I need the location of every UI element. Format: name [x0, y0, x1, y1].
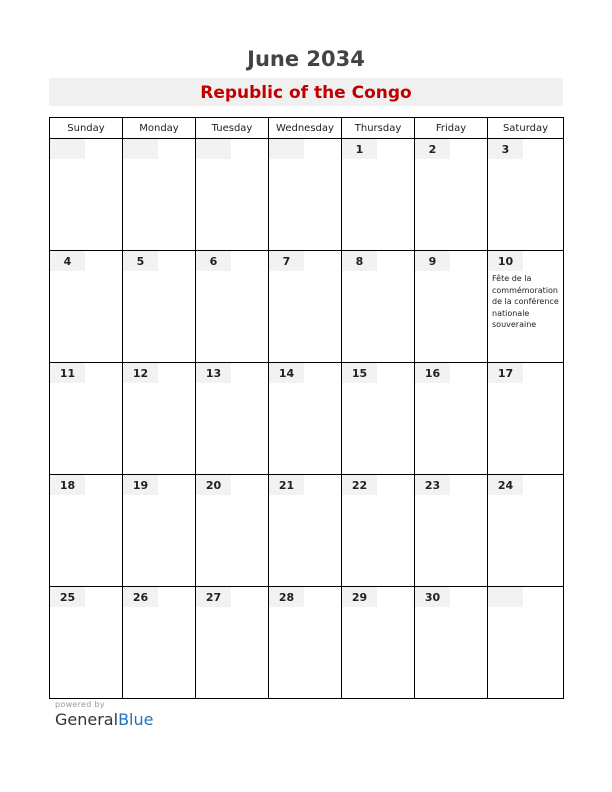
day-cell [415, 587, 488, 699]
day-number: 3 [488, 139, 523, 159]
day-cell [50, 587, 123, 699]
weekday-header: Tuesday [196, 118, 269, 139]
day-number: 10 [488, 251, 523, 271]
day-number: 1 [342, 139, 377, 159]
day-cell [488, 363, 564, 475]
day-cell [196, 251, 269, 363]
day-cell [488, 475, 564, 587]
day-cell [50, 363, 123, 475]
day-cell [196, 475, 269, 587]
day-cell [50, 139, 123, 251]
day-number: 29 [342, 587, 377, 607]
weekday-header: Saturday [488, 118, 564, 139]
day-number [488, 587, 523, 607]
day-cell [488, 587, 564, 699]
day-number: 27 [196, 587, 231, 607]
day-number: 22 [342, 475, 377, 495]
day-cell [415, 139, 488, 251]
day-number: 11 [50, 363, 85, 383]
week-row [50, 475, 564, 587]
week-row [50, 139, 564, 251]
day-number: 6 [196, 251, 231, 271]
day-cell [196, 363, 269, 475]
day-cell [415, 251, 488, 363]
weekday-header: Friday [415, 118, 488, 139]
calendar-grid [49, 117, 564, 699]
powered-by-text: powered by [55, 700, 105, 709]
page-title: June 2034 [247, 47, 365, 71]
day-cell [123, 139, 196, 251]
day-number: 9 [415, 251, 450, 271]
day-cell [123, 251, 196, 363]
day-cell [123, 587, 196, 699]
day-cell [50, 251, 123, 363]
day-number: 13 [196, 363, 231, 383]
day-cell [269, 363, 342, 475]
holiday-label: Fête de la commémoration de la conférence nationale souveraine [492, 274, 559, 329]
day-cell [415, 475, 488, 587]
day-number: 14 [269, 363, 304, 383]
day-number: 12 [123, 363, 158, 383]
footer [55, 700, 153, 729]
day-number: 25 [50, 587, 85, 607]
brand-blue: Blue [118, 710, 154, 729]
day-cell [269, 139, 342, 251]
weekday-header-row [50, 118, 564, 139]
day-number [50, 139, 85, 159]
day-number: 17 [488, 363, 523, 383]
day-cell [415, 363, 488, 475]
day-cell [196, 139, 269, 251]
day-cell [123, 363, 196, 475]
day-number: 18 [50, 475, 85, 495]
day-number: 4 [50, 251, 85, 271]
week-row [50, 587, 564, 699]
day-cell [196, 587, 269, 699]
day-cell [342, 139, 415, 251]
day-cell [342, 363, 415, 475]
day-number [196, 139, 231, 159]
day-number: 7 [269, 251, 304, 271]
day-number: 16 [415, 363, 450, 383]
weekday-header: Thursday [342, 118, 415, 139]
day-number: 2 [415, 139, 450, 159]
country-name: Republic of the Congo [200, 83, 412, 103]
week-row [50, 251, 564, 363]
day-number: 15 [342, 363, 377, 383]
day-cell [123, 475, 196, 587]
day-number: 23 [415, 475, 450, 495]
day-cell [342, 251, 415, 363]
day-number: 28 [269, 587, 304, 607]
day-cell [269, 475, 342, 587]
day-number [269, 139, 304, 159]
day-number: 24 [488, 475, 523, 495]
day-cell [50, 475, 123, 587]
weekday-header: Monday [123, 118, 196, 139]
day-cell [269, 251, 342, 363]
day-number: 19 [123, 475, 158, 495]
week-row [50, 363, 564, 475]
day-number: 30 [415, 587, 450, 607]
generalblue-logo [55, 710, 153, 729]
day-number: 20 [196, 475, 231, 495]
day-number: 26 [123, 587, 158, 607]
day-number: 8 [342, 251, 377, 271]
day-number: 5 [123, 251, 158, 271]
day-cell [342, 475, 415, 587]
day-number: 21 [269, 475, 304, 495]
day-cell [269, 587, 342, 699]
weekday-header: Wednesday [269, 118, 342, 139]
brand-general: General [55, 710, 119, 729]
weekday-header: Sunday [50, 118, 123, 139]
day-cell [488, 251, 564, 363]
day-number [123, 139, 158, 159]
day-cell [342, 587, 415, 699]
day-cell [488, 139, 564, 251]
